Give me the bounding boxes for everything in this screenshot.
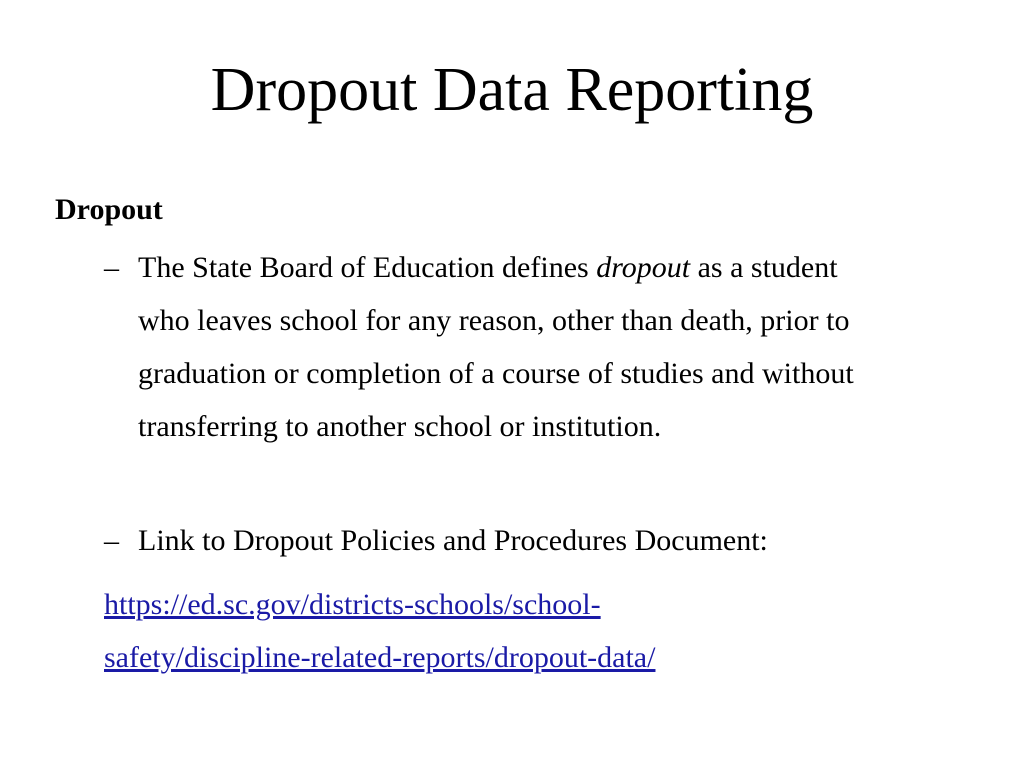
bullet-dash: – (104, 251, 119, 284)
definition-text-after: as a student who leaves school for any reason, other than death, prior to graduation or completion of a course of studies and without transferring to another school or institution. (138, 251, 854, 443)
link-line-2[interactable]: safety/discipline-related-reports/dropout-data/ (104, 641, 656, 674)
bullet-definition (104, 241, 894, 453)
definition-text (138, 241, 894, 453)
definition-emphasis: dropout (596, 251, 691, 284)
slide-title: Dropout Data Reporting (210, 56, 814, 124)
link-line-1[interactable]: https://ed.sc.gov/districts-schools/school- (104, 588, 601, 621)
link-intro-text: Link to Dropout Policies and Procedures Document: (138, 524, 768, 557)
dropout-data-link[interactable] (104, 578, 824, 684)
bullet-dash: – (104, 524, 119, 557)
definition-text-before: The State Board of Education defines (138, 251, 597, 284)
bullet-link-intro (104, 514, 894, 567)
section-heading: Dropout (55, 193, 163, 226)
